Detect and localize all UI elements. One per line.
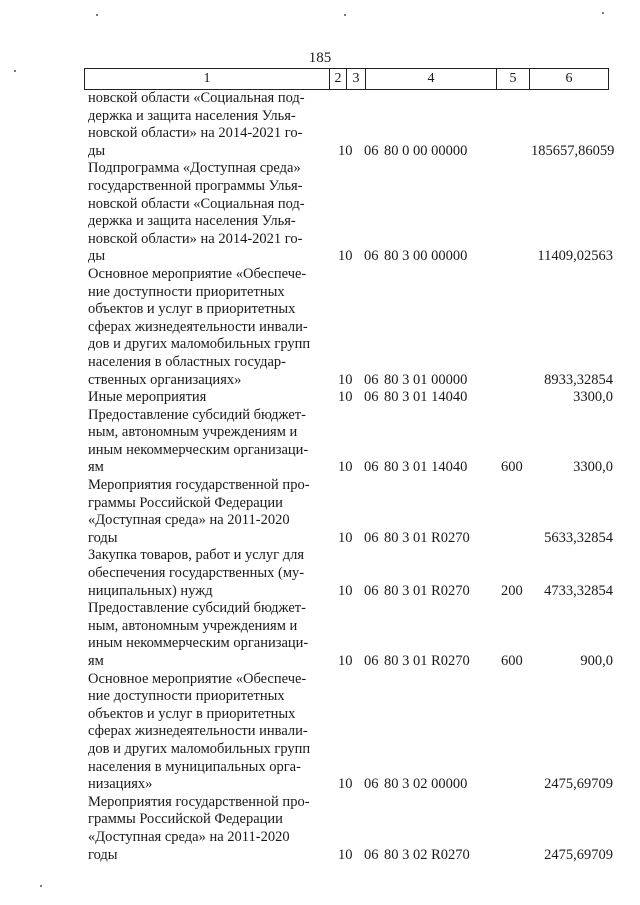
row-c6: 3300,0 — [573, 389, 613, 406]
table-row — [88, 406, 613, 477]
row-name-line: Подпрограмма «Доступная среда» — [88, 160, 301, 177]
row-c2: 10 — [338, 371, 353, 388]
row-name-line: объектов и услуг в приоритетных — [88, 705, 296, 722]
row-name-line: «Доступная среда» на 2011-2020 — [88, 512, 290, 529]
row-c4: 80 3 01 R0270 — [384, 529, 470, 546]
row-name-line: ние доступности приоритетных — [88, 283, 285, 300]
table-row — [88, 160, 613, 266]
row-c2: 10 — [338, 142, 353, 159]
row-name-line: годы — [88, 529, 118, 546]
row-name-line: иным некоммерческим организаци- — [88, 635, 309, 652]
row-c3: 06 — [364, 653, 379, 669]
row-c4: 80 3 01 14040 — [384, 389, 468, 406]
row-c4: 80 3 01 00000 — [384, 371, 468, 388]
row-name-line: Мероприятия государственной про- — [88, 793, 310, 810]
header-col-3: 3 — [347, 69, 366, 89]
table-row — [88, 389, 613, 407]
row-c4: 80 3 02 00000 — [384, 776, 468, 793]
row-name — [88, 90, 333, 160]
row-c4: 80 3 01 R0270 — [384, 653, 470, 669]
table-body — [88, 90, 615, 864]
row-name-line: Закупка товаров, работ и услуг для — [88, 547, 305, 564]
row-c5: 600 — [501, 653, 523, 669]
row-name-line: держка и защита населения Улья- — [88, 107, 296, 124]
row-name-line: дов и других маломобильных групп — [88, 740, 311, 757]
row-name-line: новской области «Социальная под- — [88, 90, 305, 106]
table-row — [88, 670, 613, 794]
row-name-line: новской области «Социальная под- — [88, 195, 305, 212]
row-c3: 06 — [364, 776, 379, 793]
row-c3: 06 — [364, 389, 379, 406]
row-name-line: дов и других маломобильных групп — [88, 336, 311, 353]
row-name — [88, 671, 333, 794]
row-c4: 80 3 02 R0270 — [384, 846, 470, 863]
row-name-line: ниципальных) нужд — [88, 582, 213, 599]
row-c2: 10 — [338, 653, 353, 669]
scan-speck — [14, 70, 16, 72]
row-c3: 06 — [364, 846, 379, 863]
row-name-line: Предоставление субсидий бюджет- — [88, 406, 306, 423]
page-number: 185 — [308, 50, 332, 66]
row-c4: 80 0 00 00000 — [384, 142, 468, 159]
row-c3: 06 — [364, 371, 379, 388]
row-name-line: Мероприятия государственной про- — [88, 477, 310, 494]
row-c2: 10 — [338, 248, 353, 265]
table-row — [88, 793, 613, 864]
row-name — [88, 160, 333, 266]
row-name-line: населения в областных государ- — [88, 353, 286, 370]
row-name-line: Основное мероприятие «Обеспече- — [88, 265, 307, 282]
row-name-line: Предоставление субсидий бюджет- — [88, 600, 306, 617]
row-name-line: новской области» на 2014-2021 го- — [88, 230, 303, 247]
scan-speck — [40, 885, 42, 887]
row-name-line: ным, автономным учреждениям и — [88, 424, 298, 441]
scan-speck — [96, 14, 98, 16]
row-name-line: сферах жизнедеятельности инвали- — [88, 318, 308, 335]
row-c5: 200 — [501, 582, 523, 599]
row-c3: 06 — [364, 582, 379, 599]
row-name — [88, 600, 333, 670]
row-c4: 80 3 01 R0270 — [384, 582, 470, 599]
row-c6: 2475,69709 — [544, 846, 613, 863]
row-name-line: ным, автономным учреждениям и — [88, 617, 298, 634]
table-header — [84, 68, 609, 90]
row-name-line: граммы Российской Федерации — [88, 494, 283, 511]
row-name — [88, 407, 333, 477]
row-c6: 4733,32854 — [544, 582, 613, 599]
row-name-line: ям — [88, 653, 104, 669]
header-col-6: 6 — [565, 71, 573, 86]
row-name-line: обеспечения государственных (му- — [88, 565, 305, 582]
header-col-1: 1 — [85, 69, 330, 89]
row-name-line: сферах жизнедеятельности инвали- — [88, 723, 308, 740]
row-name-line: ственных организациях» — [88, 371, 242, 388]
row-c3: 06 — [364, 142, 379, 159]
row-c4: 80 3 00 00000 — [384, 248, 468, 265]
row-c6: 5633,32854 — [544, 529, 613, 546]
row-c5: 600 — [501, 459, 523, 476]
row-name-line: ние доступности приоритетных — [88, 688, 285, 705]
header-col-4: 4 — [366, 69, 497, 89]
row-name — [88, 547, 333, 600]
row-c3: 06 — [364, 459, 379, 476]
row-name — [88, 266, 333, 389]
row-name-line: годы — [88, 846, 118, 863]
scan-speck — [602, 12, 604, 14]
row-name-line: ям — [88, 459, 104, 476]
row-name-line: держка и защита населения Улья- — [88, 213, 296, 230]
row-name-line: ды — [88, 248, 106, 265]
row-name-line: низациях» — [88, 776, 153, 793]
row-c6: 900,0 — [580, 653, 613, 669]
row-name — [88, 389, 333, 407]
row-c3: 06 — [364, 529, 379, 546]
row-name-line: новской области» на 2014-2021 го- — [88, 125, 303, 142]
row-c6: 185657,86059 — [531, 142, 615, 159]
row-name — [88, 794, 333, 864]
row-c2: 10 — [338, 582, 353, 599]
header-col-2: 2 — [330, 69, 347, 89]
table-row — [88, 477, 613, 547]
row-name-line: Основное мероприятие «Обеспече- — [88, 670, 307, 687]
row-c3: 06 — [364, 248, 379, 265]
row-c4: 80 3 01 14040 — [384, 459, 468, 476]
row-name-line: населения в муниципальных орга- — [88, 758, 301, 775]
row-c2: 10 — [338, 389, 353, 406]
table-row — [88, 265, 613, 389]
table-row — [88, 90, 615, 160]
row-name-line: объектов и услуг в приоритетных — [88, 301, 296, 318]
row-name-line: государственной программы Улья- — [88, 177, 303, 194]
row-name-line: граммы Российской Федерации — [88, 811, 283, 828]
header-col-5: 5 — [497, 69, 530, 89]
row-name-line: Иные мероприятия — [88, 389, 207, 406]
scan-speck — [344, 14, 346, 16]
row-c6: 8933,32854 — [544, 371, 613, 388]
row-c2: 10 — [338, 776, 353, 793]
row-name-line: «Доступная среда» на 2011-2020 — [88, 828, 290, 845]
row-c6: 11409,02563 — [537, 248, 613, 265]
row-name — [88, 477, 333, 547]
row-c2: 10 — [338, 529, 353, 546]
row-c2: 10 — [338, 846, 353, 863]
table-row — [88, 547, 613, 600]
row-name-line: ды — [88, 142, 106, 159]
row-c6: 2475,69709 — [544, 776, 613, 793]
row-c2: 10 — [338, 459, 353, 476]
table-row — [88, 600, 613, 670]
row-c6: 3300,0 — [573, 459, 613, 476]
row-name-line: иным некоммерческим организаци- — [88, 441, 309, 458]
